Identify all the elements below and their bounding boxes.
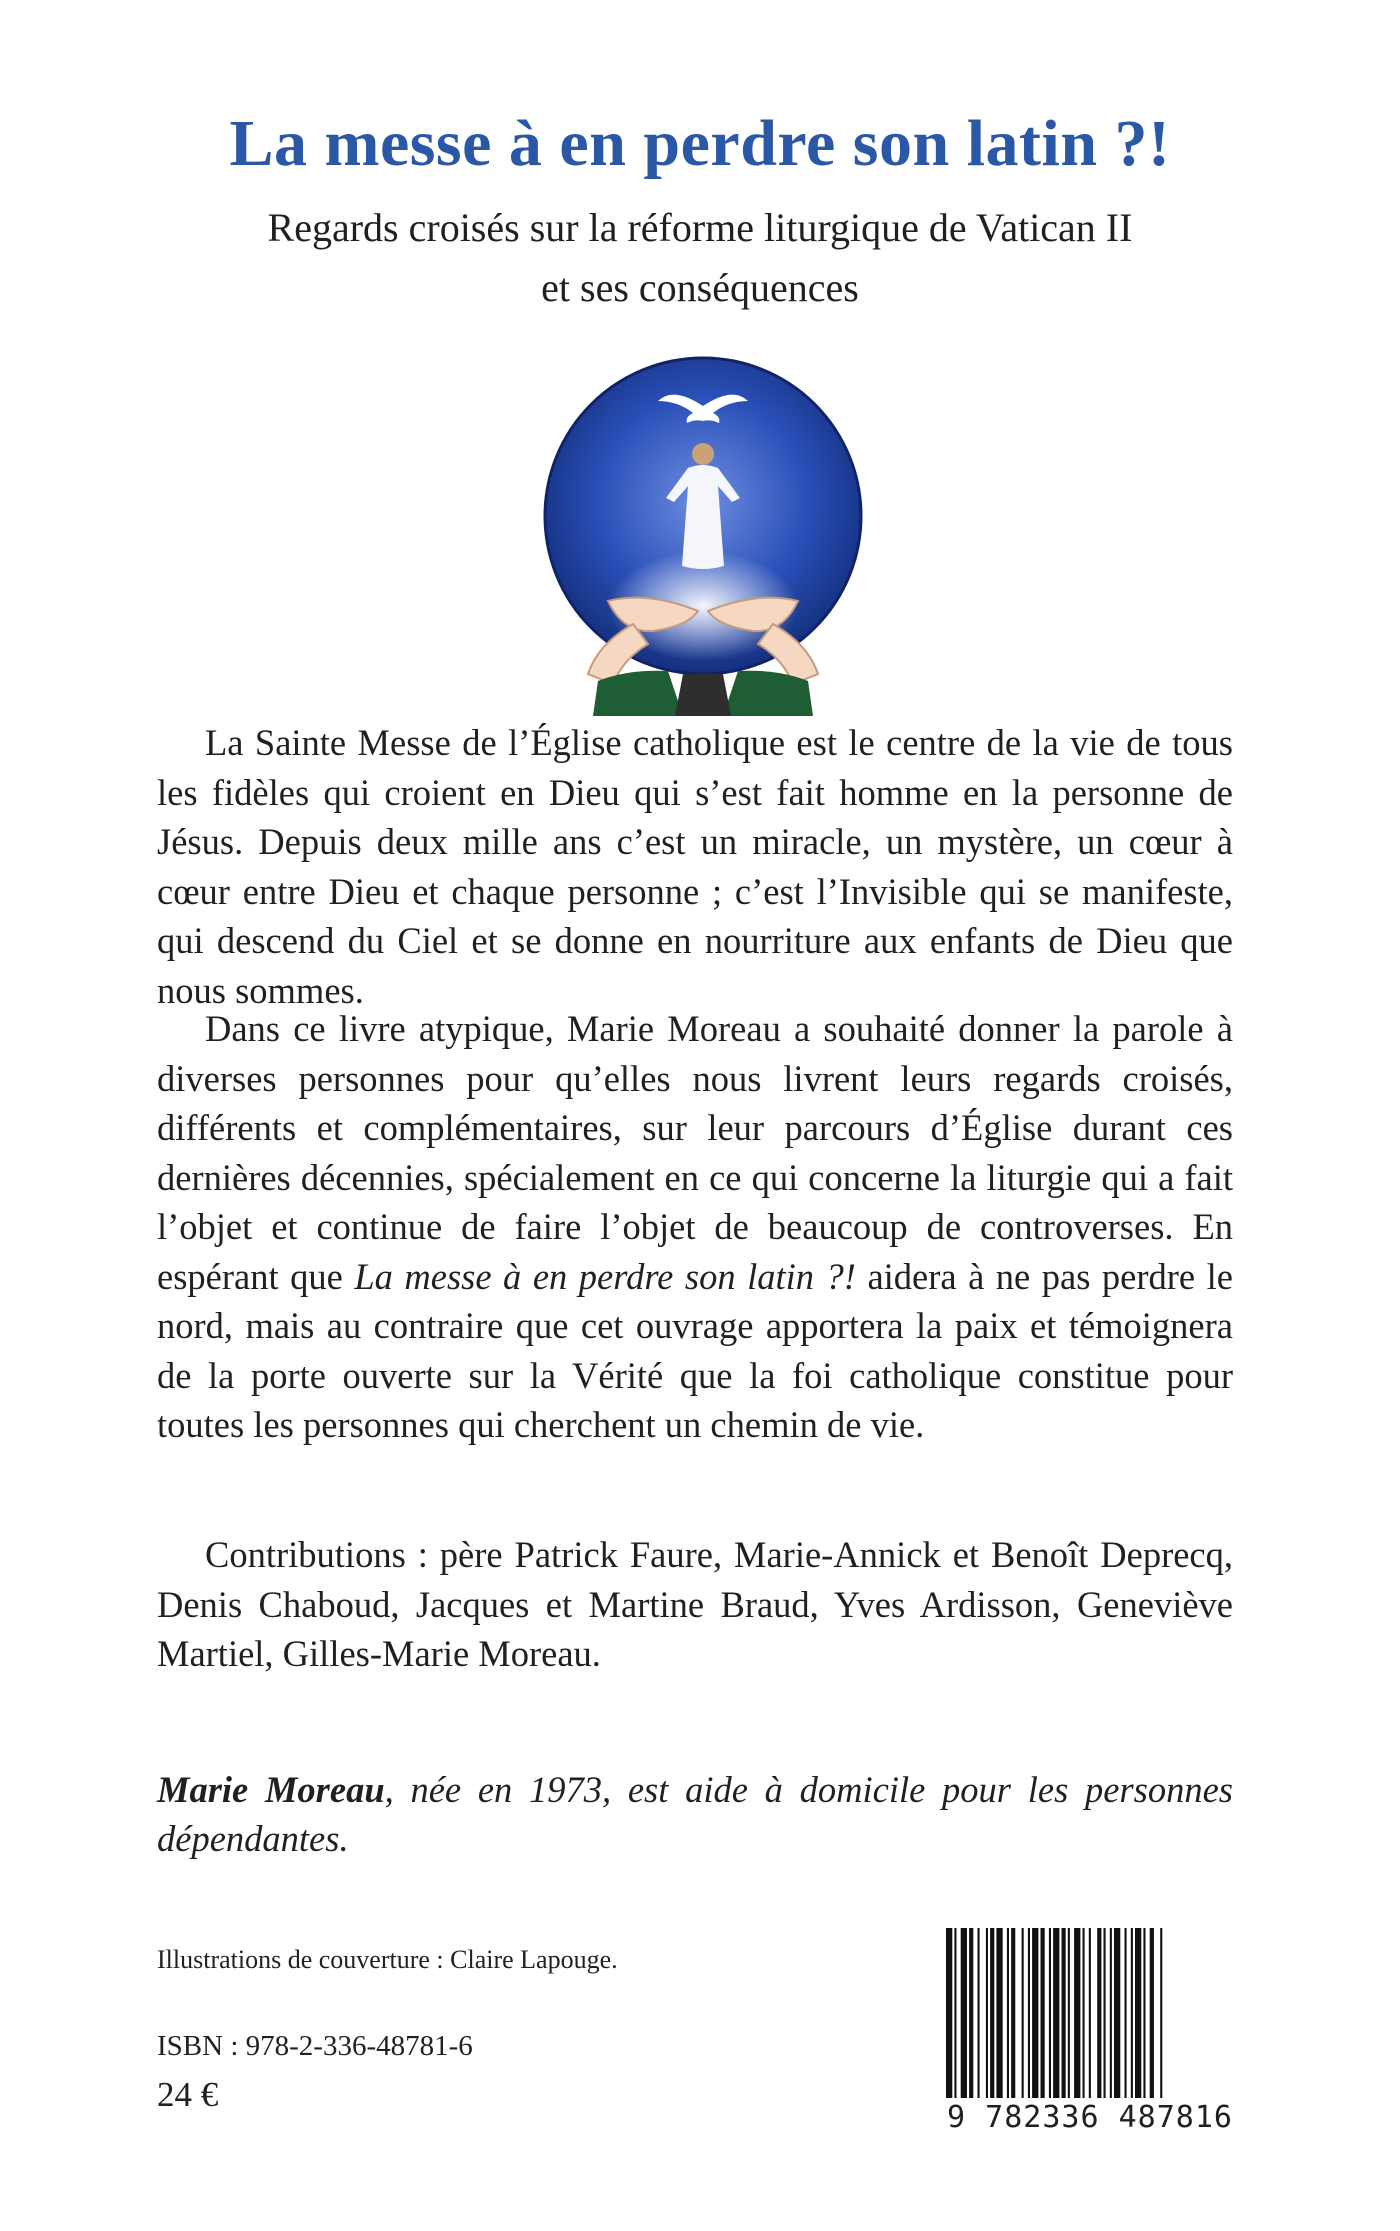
barcode-digits: 9 782336 487816 (947, 2100, 1233, 2135)
author-bio (157, 1765, 1233, 1863)
sleeve-icon (593, 671, 813, 716)
price: 24 € (157, 2075, 219, 2114)
author-name: Marie Moreau (157, 1769, 385, 1810)
book-subtitle (0, 198, 1400, 318)
book-title-reference: La messe à en perdre son latin ?! (354, 1255, 856, 1297)
subtitle-line-1: Regards croisés sur la réforme liturgique de Vatican II (267, 205, 1133, 250)
paragraph-2-text-end: aidera à ne pas perdre le nord, mais au contraire que cet ouvrage apportera la paix et témoignera de la porte ouverte sur la Vérité que la foi catholique constitue pour toutes les personnes qui cherchent un chemin de vie. (157, 1255, 1233, 1445)
subtitle-line-2: et ses conséquences (541, 265, 859, 310)
isbn: ISBN : 978-2-336-48781-6 (157, 2030, 473, 2062)
author-bio-text: , née en 1973, est aide à domicile pour les personnes dépendantes. (157, 1769, 1233, 1859)
book-title: La messe à en perdre son latin ?! (229, 107, 1171, 180)
barcode (940, 1928, 1240, 2108)
description-paragraph-2 (157, 1004, 1233, 1450)
illustration-credits: Illustrations de couverture : Claire Lapouge. (157, 1945, 618, 1974)
description-paragraph-1: La Sainte Messe de l’Église catholique est le centre de la vie de tous les fidèles qui croient en Dieu qui s’est fait homme en la personne de Jésus. Depuis deux mille ans c’est un miracle, un mystère, un cœur à cœur entre Dieu et chaque personne ; c’est l’Invisible qui se manifeste, qui descend du Ciel et se donne en nourriture aux enfants de Dieu que nous sommes. (157, 722, 1233, 1011)
paragraph-2-text-start: Dans ce livre atypique, Marie Moreau a souhaité donner la parole à diverses personnes pour qu’elles nous livrent leurs regards croisés, différents et complémentaires, sur leur parcours d’Église durant ces dernières décennies, spécialement en ce qui concerne la liturgie qui a fait l’objet et continue de faire l’objet de beaucoup de controverses. En espérant que (157, 1008, 1233, 1297)
dove-christ-hands-illustration (538, 356, 868, 716)
contributions: Contributions : père Patrick Faure, Marie-Annick et Benoît Deprecq, Denis Chaboud, Jacques et Martine Braud, Yves Ardisson, Geneviève Martiel, Gilles-Marie Moreau. (157, 1534, 1233, 1674)
